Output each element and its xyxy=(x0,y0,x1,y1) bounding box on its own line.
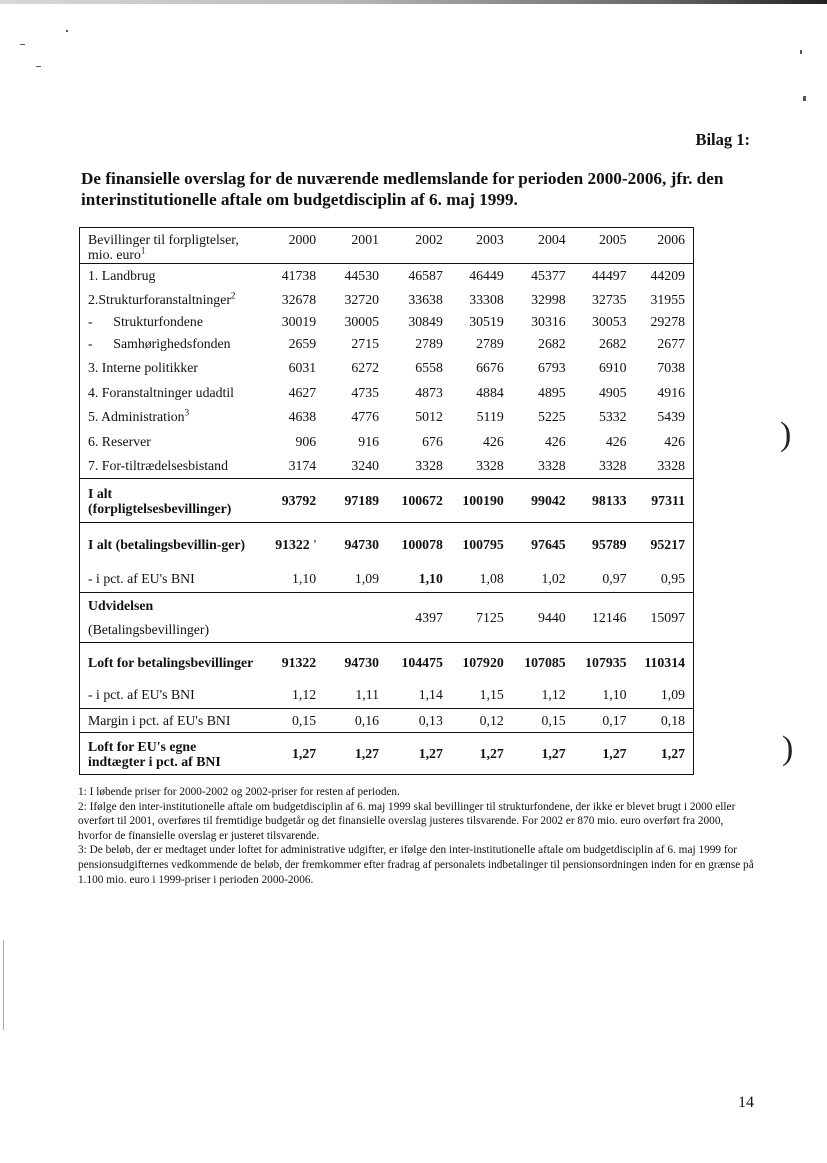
cell-value: 6676 xyxy=(476,359,504,375)
cell-value: 2715 xyxy=(351,335,379,351)
cell-value: 0,12 xyxy=(448,709,509,733)
footnote-ref: 3 xyxy=(184,407,190,418)
cell-value: 46449 xyxy=(448,264,509,288)
cell-value: 94730 xyxy=(321,523,384,567)
cell-value: 916 xyxy=(358,433,379,449)
cell-value: 0,97 xyxy=(602,571,627,587)
cell-value: 98133 xyxy=(571,479,632,523)
table-row xyxy=(80,430,694,454)
cell-value: 1,27 xyxy=(448,733,509,775)
cell-value: 30519 xyxy=(469,314,504,329)
row-label: Margin i pct. af EU's BNI xyxy=(80,709,262,733)
cell-value: 3328 xyxy=(538,457,566,473)
cell-value: 99042 xyxy=(509,479,571,523)
row-label: - i pct. af EU's BNI xyxy=(88,571,195,587)
cell-value: 426 xyxy=(483,433,504,449)
cell-value: 91322 xyxy=(275,536,310,552)
scan-speck xyxy=(20,44,25,45)
year-header: 2003 xyxy=(476,232,504,247)
cell-value: 4776 xyxy=(351,409,379,424)
cell-value: 5332 xyxy=(598,409,627,424)
row-label: Loft for EU's egne indtægter i pct. af BNI xyxy=(80,733,262,775)
table-row xyxy=(80,312,694,333)
cell-value: 110314 xyxy=(632,643,694,683)
header-label-line2: mio. euro xyxy=(88,247,141,262)
cell-value: 4905 xyxy=(598,384,627,400)
footnote-1: 1: I løbende priser for 2000-2002 og 2002-priser for resten af perioden. xyxy=(78,786,400,798)
cell-value: 3240 xyxy=(351,457,379,473)
cell-value: 30316 xyxy=(531,314,566,329)
cell-value: 426 xyxy=(664,433,685,449)
cell-value: 5225 xyxy=(538,409,566,424)
margin-row xyxy=(80,709,694,733)
cell-value: 4627 xyxy=(288,384,317,400)
cell-value: 44530 xyxy=(321,264,384,288)
cell-value: 3328 xyxy=(476,457,504,473)
scan-bracket-mark: ) xyxy=(782,730,794,767)
cell-value: 93792 xyxy=(261,479,321,523)
cell-value: 100795 xyxy=(448,523,509,567)
cell-value: 1,27 xyxy=(632,733,694,775)
cell-value: 3328 xyxy=(415,457,443,473)
cell-value: 6272 xyxy=(351,359,379,375)
row-label-cell xyxy=(80,593,262,643)
cell-value: 1,11 xyxy=(355,687,379,703)
cell-value: 4638 xyxy=(288,409,317,424)
row-label: 7. For-tiltrædelsesbistand xyxy=(88,457,228,473)
cell-value: 97645 xyxy=(509,523,571,567)
cell-value: 1,27 xyxy=(384,733,448,775)
cell-value: 44209 xyxy=(632,264,694,288)
cell-value: 45377 xyxy=(509,264,571,288)
cell-value: 95217 xyxy=(632,523,694,567)
cell-value: 3328 xyxy=(598,457,627,473)
cell-value: 2789 xyxy=(476,335,504,351)
table-header-row xyxy=(80,228,694,264)
cell-value: 97311 xyxy=(632,479,694,523)
table-row xyxy=(80,333,694,355)
row-label: 5. Administration xyxy=(88,409,185,424)
row-label: - Samhørighedsfonden xyxy=(88,335,231,351)
cell-value: 95789 xyxy=(571,523,632,567)
year-header: 2004 xyxy=(538,232,566,247)
header-label-cell xyxy=(80,228,262,264)
table-row xyxy=(80,288,694,312)
table-row xyxy=(80,381,694,405)
cell-value: 1,27 xyxy=(571,733,632,775)
cell-value: 107920 xyxy=(448,643,509,683)
cell-value: 1,27 xyxy=(261,733,321,775)
row-label: Udvidelsen xyxy=(88,597,154,613)
cell-value: 5439 xyxy=(657,409,685,424)
cell-value: 1,10 xyxy=(292,571,317,587)
row-label: 1. Landbrug xyxy=(80,264,262,288)
appendix-label: Bilag 1: xyxy=(695,130,750,149)
cell-value: 97189 xyxy=(321,479,384,523)
cell-value: 41738 xyxy=(261,264,321,288)
row-label: - i pct. af EU's BNI xyxy=(88,687,195,703)
cell-value: 107085 xyxy=(509,643,571,683)
cell-value: 4916 xyxy=(657,384,685,400)
cell-value: 29278 xyxy=(650,314,685,329)
cell-value: 2659 xyxy=(288,335,317,351)
cell-value: 1,10 xyxy=(602,687,627,703)
cell-value: 2789 xyxy=(415,335,443,351)
cell-value: 1,27 xyxy=(509,733,571,775)
cell-value: 4873 xyxy=(415,384,443,400)
total-payments-row xyxy=(80,523,694,567)
cell-value: 4884 xyxy=(476,384,504,400)
cell-value: 0,95 xyxy=(660,571,685,587)
row-label-cell xyxy=(80,288,262,312)
scan-speck xyxy=(803,96,806,101)
row-label: - Strukturfondene xyxy=(88,314,203,329)
row-label: 3. Interne politikker xyxy=(88,359,198,375)
row-label: 4. Foranstaltninger udadtil xyxy=(88,384,234,400)
cell-value: 33308 xyxy=(469,291,504,307)
payments-pct-row xyxy=(80,567,694,593)
cell-value: 7038 xyxy=(657,359,685,375)
row-label: I alt (betalingsbevillin-ger) xyxy=(80,523,262,567)
scan-speck xyxy=(66,30,68,32)
stray-mark: ' xyxy=(313,536,317,552)
ceiling-pct-row xyxy=(80,683,694,709)
cell-value: 33638 xyxy=(408,291,443,307)
total-commitments-row xyxy=(80,479,694,523)
cell-value: 32678 xyxy=(281,291,317,307)
footnote-ref: 2 xyxy=(230,289,236,300)
row-sublabel: (Betalingsbevillinger) xyxy=(88,621,210,637)
cell-value: 107935 xyxy=(571,643,632,683)
cell-value: 4895 xyxy=(538,384,566,400)
cell-value: 0,17 xyxy=(571,709,632,733)
cell-value: 30005 xyxy=(344,314,379,329)
cell-value: 0,13 xyxy=(384,709,448,733)
cell-value: 91322 xyxy=(261,643,321,683)
cell-value: 1,09 xyxy=(660,687,685,703)
cell-value: 94730 xyxy=(321,643,384,683)
cell-value: 32720 xyxy=(344,291,379,307)
table-row xyxy=(80,264,694,288)
footnotes xyxy=(78,785,758,887)
cell-value: 100078 xyxy=(384,523,448,567)
scan-speck xyxy=(800,50,802,54)
cell-value: 426 xyxy=(605,433,627,449)
header-label-line1: Bevillinger til forpligtelser, xyxy=(88,232,239,247)
cell-value: 1,14 xyxy=(418,687,443,703)
cell-value: 1,12 xyxy=(541,687,566,703)
cell-value: 6793 xyxy=(538,359,566,375)
cell-value: 46587 xyxy=(384,264,448,288)
cell-value: 1,27 xyxy=(321,733,384,775)
cell-value: 100190 xyxy=(448,479,509,523)
scan-bracket-mark: ) xyxy=(780,416,792,453)
cell-value-cell xyxy=(261,523,321,567)
cell-value: 0,18 xyxy=(632,709,694,733)
page-number: 14 xyxy=(738,1094,754,1111)
own-resources-ceiling-row xyxy=(80,733,694,775)
cell-value: 1,08 xyxy=(479,571,504,587)
cell-value: 6558 xyxy=(415,359,443,375)
row-label: Loft for betalingsbevillinger xyxy=(80,643,262,683)
cell-value: 2682 xyxy=(598,335,627,351)
cell-value: 12146 xyxy=(571,593,632,643)
cell-value: 1,12 xyxy=(292,687,317,703)
row-label-cell xyxy=(80,405,262,430)
cell-value: 2677 xyxy=(657,335,685,351)
cell-value: 31955 xyxy=(650,291,685,307)
cell-value: 30053 xyxy=(592,314,627,329)
cell-value: 30849 xyxy=(408,314,443,329)
row-label: I alt (forpligtelsesbevillinger) xyxy=(80,479,262,523)
cell-value: 44497 xyxy=(571,264,632,288)
cell-value: 15097 xyxy=(632,593,694,643)
cell-value: 30019 xyxy=(281,314,317,329)
footnote-2: 2: Ifølge den inter-institutionelle aftale om budgetdisciplin af 6. maj 1999 skal bevillinger til strukturfondene, der ikke er blevet brugt i 2000 eller overført til 2001, overføres til fremtidige budgetår og det finansielle overslag justeres tilsvarende. For 2002 er 870 mio. euro overført fra 2000, hvorfor de finansielle overslag er justeret tilsvarende. xyxy=(78,800,736,842)
cell-value: 6031 xyxy=(288,359,317,375)
year-header: 2006 xyxy=(657,232,685,247)
row-label: 2.Strukturforanstaltninger xyxy=(88,291,231,307)
cell-value: 6910 xyxy=(598,359,627,375)
scan-top-edge xyxy=(0,0,827,4)
cell-value: 4397 xyxy=(384,593,448,643)
cell-value: 104475 xyxy=(384,643,448,683)
scan-edge-line xyxy=(3,940,4,1030)
cell-value: 906 xyxy=(295,433,317,449)
cell-value: 9440 xyxy=(509,593,571,643)
cell-value: 5119 xyxy=(476,409,504,424)
document-title: De finansielle overslag for de nuværende medlemslande for perioden 2000-2006, jfr. den interinstitutionelle aftale om budgetdisciplin af 6. maj 1999. xyxy=(81,169,724,209)
table-row xyxy=(80,355,694,381)
financial-perspective-table xyxy=(79,227,694,775)
year-header: 2002 xyxy=(415,232,443,247)
year-header: 2000 xyxy=(288,232,317,247)
cell-value: 3174 xyxy=(288,457,317,473)
year-header: 2001 xyxy=(351,232,379,247)
cell-value: 0,15 xyxy=(509,709,571,733)
footnote-3: 3: De beløb, der er medtaget under loftet for administrative udgifter, er ifølge den inter-institutionelle aftale om budgetdisciplin af 6. maj 1999 for pensionsudgifternes vedkommende de beløb, der fremkommer efter fradrag af personalets indbetalinger til pensionsordningen inden for en grænse på 1.100 mio. euro i 1999-priser i perioden 2000-2006. xyxy=(78,844,754,886)
scan-speck xyxy=(36,66,41,67)
cell-value: 1,15 xyxy=(479,687,504,703)
cell-value: 5012 xyxy=(415,409,443,424)
ceiling-payments-row xyxy=(80,643,694,683)
cell-value: 1,10 xyxy=(418,571,443,587)
cell-value xyxy=(261,593,321,643)
year-header: 2005 xyxy=(598,232,627,247)
cell-value: 426 xyxy=(544,433,566,449)
cell-value: 2682 xyxy=(538,335,566,351)
row-label: 6. Reserver xyxy=(88,433,151,449)
enlargement-row xyxy=(80,593,694,643)
cell-value xyxy=(321,593,384,643)
footnote-ref: 1 xyxy=(140,245,146,256)
cell-value: 32735 xyxy=(592,291,627,307)
cell-value: 676 xyxy=(422,433,443,449)
cell-value: 7125 xyxy=(448,593,509,643)
cell-value: 32998 xyxy=(531,291,566,307)
table-row xyxy=(80,454,694,479)
cell-value: 0,16 xyxy=(321,709,384,733)
cell-value: 4735 xyxy=(351,384,379,400)
cell-value: 0,15 xyxy=(261,709,321,733)
cell-value: 3328 xyxy=(657,457,685,473)
cell-value: 1,02 xyxy=(541,571,566,587)
cell-value: 1,09 xyxy=(354,571,379,587)
table-row xyxy=(80,405,694,430)
cell-value: 100672 xyxy=(384,479,448,523)
